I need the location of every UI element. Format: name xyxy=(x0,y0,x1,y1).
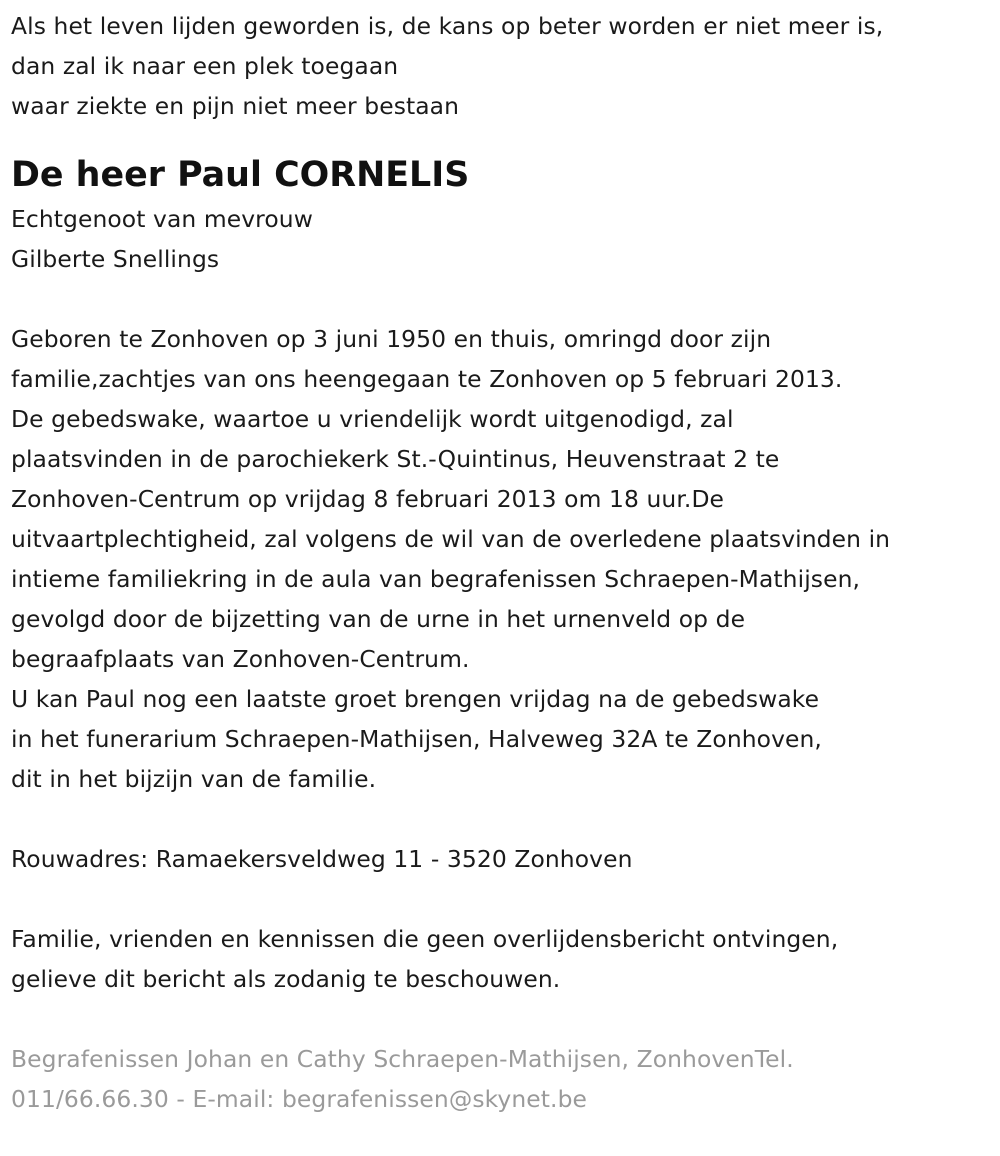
poem-line: dan zal ik naar een plek toegaan xyxy=(11,52,399,80)
announcement-line: Zonhoven-Centrum op vrijdag 8 februari 2013 om 18 uur.De xyxy=(11,485,725,513)
announcement-line: in het funerarium Schraepen-Mathijsen, Halveweg 32A te Zonhoven, xyxy=(11,725,822,753)
spacer xyxy=(11,879,1000,919)
deceased-name: De heer Paul CORNELIS xyxy=(11,155,470,195)
announcement-line: Geboren te Zonhoven op 3 juni 1950 en thuis, omringd door zijn xyxy=(11,325,772,353)
poem-line: Als het leven lijden geworden is, de kans op beter worden er niet meer is, xyxy=(11,12,884,40)
spouse-line: Echtgenoot van mevrouw xyxy=(11,205,313,233)
mourning-address: Rouwadres: Ramaekersveldweg 11 - 3520 Zonhoven xyxy=(11,845,633,873)
announcement-line: uitvaartplechtigheid, zal volgens de wil van de overledene plaatsvinden in xyxy=(11,525,891,553)
announcement-text xyxy=(11,319,1000,799)
spacer xyxy=(11,999,1000,1039)
notice-line: Familie, vrienden en kennissen die geen overlijdensbericht ontvingen, xyxy=(11,925,839,953)
spouse-line: Gilberte Snellings xyxy=(11,245,220,273)
notice-text xyxy=(11,919,1000,999)
spacer xyxy=(11,799,1000,839)
obituary-page xyxy=(0,6,1000,1156)
announcement-line: familie,zachtjes van ons heengegaan te Zonhoven op 5 februari 2013. xyxy=(11,365,843,393)
announcement-line: begraafplaats van Zonhoven-Centrum. xyxy=(11,645,470,673)
spouse-info xyxy=(11,199,1000,279)
footer-line: 011/66.66.30 - E-mail: begrafenissen@skynet.be xyxy=(11,1085,588,1113)
spacer xyxy=(11,279,1000,319)
notice-line: gelieve dit bericht als zodanig te beschouwen. xyxy=(11,965,561,993)
poem xyxy=(11,6,1000,126)
announcement-line: dit in het bijzijn van de familie. xyxy=(11,765,377,793)
announcement-line: De gebedswake, waartoe u vriendelijk wordt uitgenodigd, zal xyxy=(11,405,734,433)
footer-line: Begrafenissen Johan en Cathy Schraepen-Mathijsen, ZonhovenTel. xyxy=(11,1045,794,1073)
announcement-line: plaatsvinden in de parochiekerk St.-Quintinus, Heuvenstraat 2 te xyxy=(11,445,780,473)
announcement-line: gevolgd door de bijzetting van de urne in het urnenveld op de xyxy=(11,605,746,633)
funeral-home-footer xyxy=(11,1039,1000,1119)
poem-line: waar ziekte en pijn niet meer bestaan xyxy=(11,92,460,120)
announcement-line: intieme familiekring in de aula van begrafenissen Schraepen-Mathijsen, xyxy=(11,565,861,593)
announcement-line: U kan Paul nog een laatste groet brengen vrijdag na de gebedswake xyxy=(11,685,820,713)
